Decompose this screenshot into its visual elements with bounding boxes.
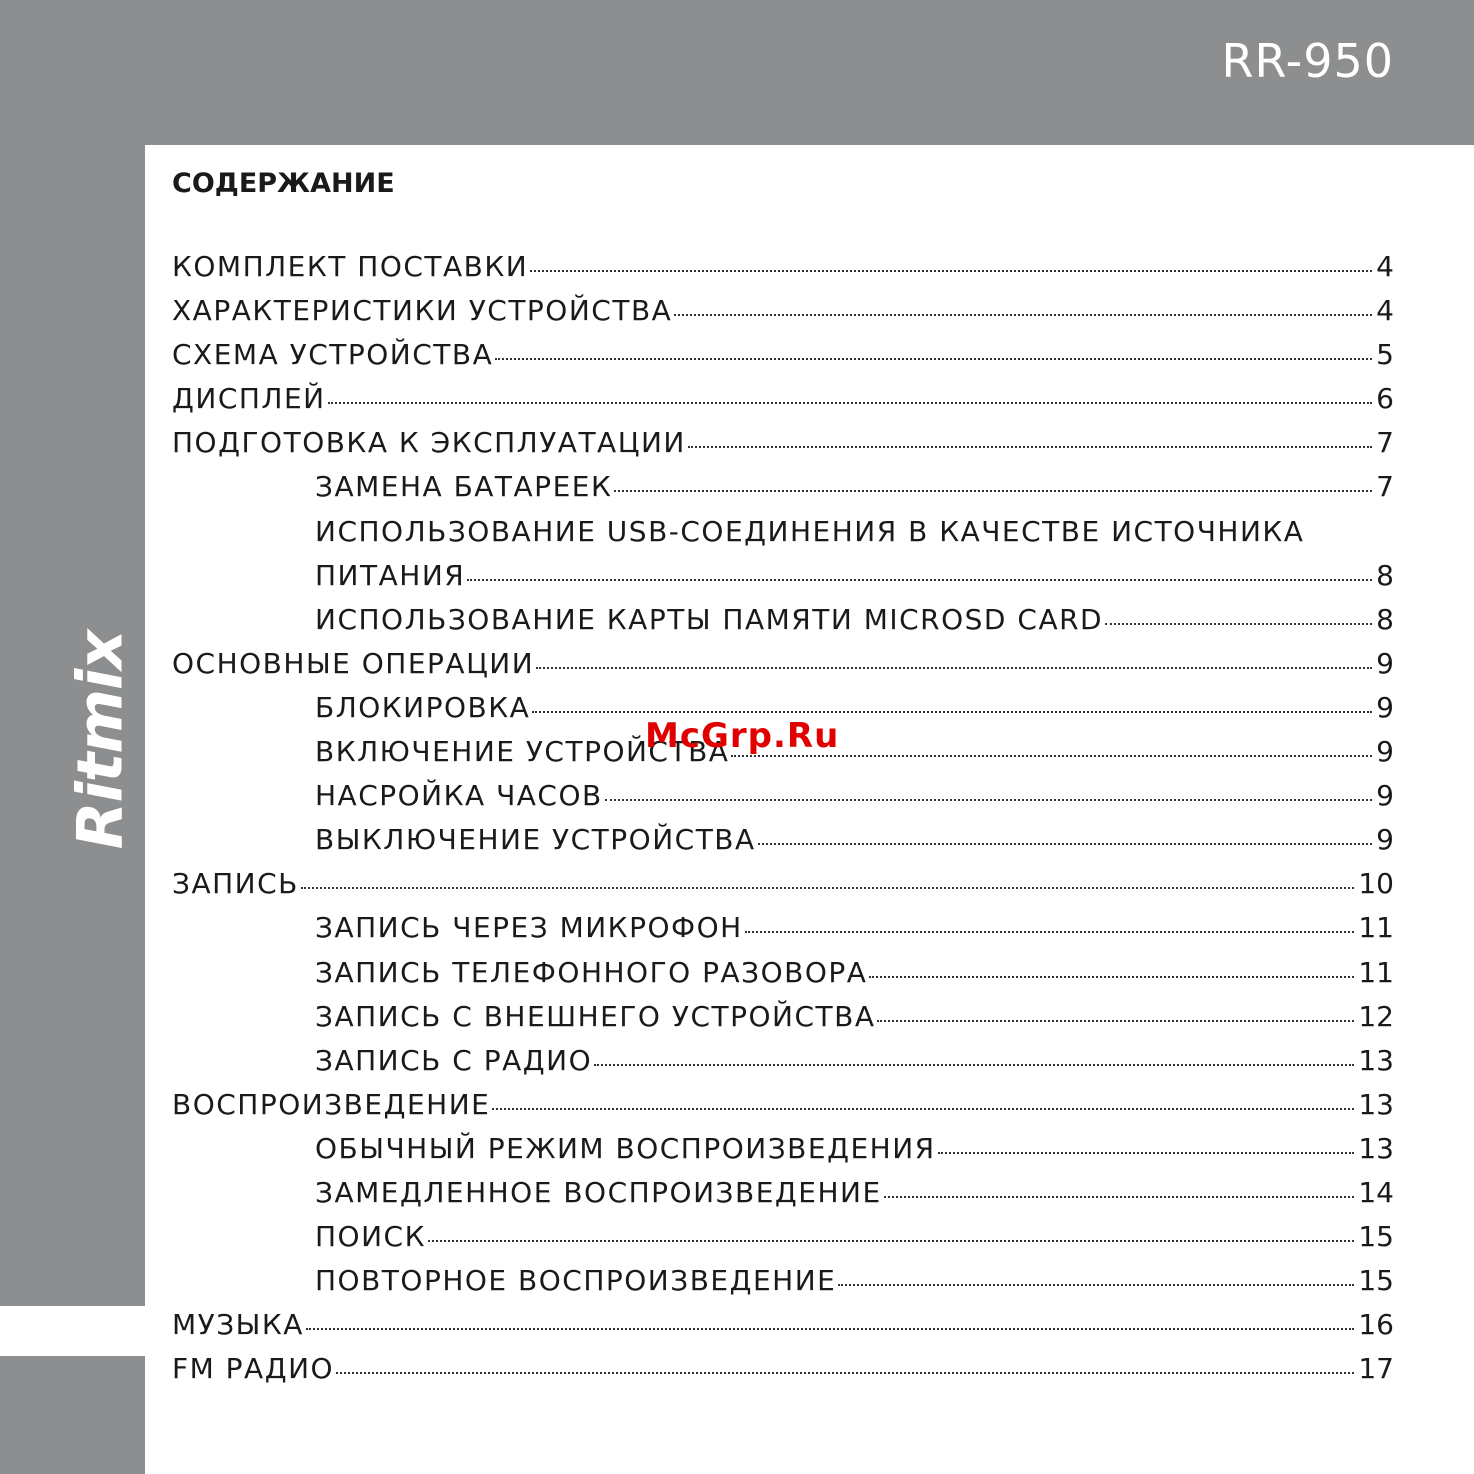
toc-entry-label: FM РАДИО xyxy=(172,1352,335,1386)
toc-entry-page: 13 xyxy=(1358,1087,1394,1121)
toc-entry[interactable] xyxy=(172,338,1394,382)
toc-dot-leader xyxy=(605,799,1372,801)
toc-dot-leader xyxy=(674,314,1372,316)
toc-dot-leader xyxy=(301,887,1354,889)
toc-entry-label: ВЫКЛЮЧЕНИЕ УСТРОЙСТВА xyxy=(315,823,756,857)
toc-entry-label: ОСНОВНЫЕ ОПЕРАЦИИ xyxy=(172,646,535,680)
toc-dot-leader xyxy=(688,446,1372,448)
toc-entry-page: 9 xyxy=(1376,690,1394,724)
toc-entry-page: 17 xyxy=(1358,1352,1394,1386)
model-name: RR-950 xyxy=(1221,34,1394,88)
toc-entry[interactable] xyxy=(172,1264,1394,1308)
toc-entry-label: ЗАМЕДЛЕННОЕ ВОСПРОИЗВЕДЕНИЕ xyxy=(315,1175,882,1209)
toc-dot-leader xyxy=(838,1284,1354,1286)
toc-entry[interactable] xyxy=(172,250,1394,294)
toc-entry[interactable] xyxy=(172,1220,1394,1264)
toc-entry-page: 13 xyxy=(1358,1131,1394,1165)
toc-dot-leader xyxy=(306,1328,1354,1330)
toc-entry[interactable] xyxy=(172,1176,1394,1220)
toc-entry[interactable] xyxy=(172,1088,1394,1132)
toc-entry[interactable] xyxy=(172,382,1394,426)
toc-entry-page: 8 xyxy=(1376,602,1394,636)
toc-entry[interactable] xyxy=(172,1044,1394,1088)
toc-entry-label: ЗАМЕНА БАТАРЕЕК xyxy=(315,470,613,504)
toc-entry-label: ЗАПИСЬ С ВНЕШНЕГО УСТРОЙСТВА xyxy=(315,999,876,1033)
toc-entry[interactable] xyxy=(172,1352,1394,1396)
page-title: СОДЕРЖАНИЕ xyxy=(172,168,395,199)
toc-entry[interactable] xyxy=(172,779,1394,823)
table-of-contents xyxy=(172,250,1394,1396)
toc-entry-label: ИСПОЛЬЗОВАНИЕ КАРТЫ ПАМЯТИ MICROSD CARD xyxy=(315,602,1104,636)
toc-entry-label: ЗАПИСЬ С РАДИО xyxy=(315,1043,593,1077)
toc-dot-leader xyxy=(530,270,1372,272)
toc-entry-label: ПОИСК xyxy=(315,1220,426,1254)
toc-entry[interactable] xyxy=(172,823,1394,867)
toc-entry-page: 9 xyxy=(1376,823,1394,857)
toc-dot-leader xyxy=(428,1240,1354,1242)
toc-dot-leader xyxy=(532,711,1372,713)
toc-entry-label: ПОДГОТОВКА К ЭКСПЛУАТАЦИИ xyxy=(172,426,686,460)
toc-entry-label: ВКЛЮЧЕНИЕ УСТРОЙСТВА xyxy=(315,735,730,769)
toc-entry-label: ПОВТОРНОЕ ВОСПРОИЗВЕДЕНИЕ xyxy=(315,1264,837,1298)
toc-entry-label: МУЗЫКА xyxy=(172,1308,304,1342)
toc-entry-page: 11 xyxy=(1358,955,1394,989)
toc-entry-label: ЗАПИСЬ ТЕЛЕФОННОГО РАЗОВОРА xyxy=(315,955,868,989)
toc-entry-label: ХАРАКТЕРИСТИКИ УСТРОЙСТВА xyxy=(172,294,673,328)
toc-entry-page: 15 xyxy=(1358,1264,1394,1298)
toc-entry[interactable] xyxy=(172,1308,1394,1352)
toc-dot-leader xyxy=(938,1152,1355,1154)
toc-entry-page: 9 xyxy=(1376,646,1394,680)
toc-dot-leader xyxy=(328,402,1373,404)
toc-entry-label: БЛОКИРОВКА xyxy=(315,690,531,724)
toc-dot-leader xyxy=(594,1064,1354,1066)
toc-dot-leader xyxy=(884,1196,1355,1198)
brand-logo xyxy=(64,631,137,849)
toc-entry-label: ИСПОЛЬЗОВАНИЕ USB-СОЕДИНЕНИЯ В КАЧЕСТВЕ ИСТОЧНИКА xyxy=(315,514,1305,548)
toc-entry[interactable] xyxy=(172,559,1394,603)
toc-entry[interactable] xyxy=(172,426,1394,470)
toc-entry-page: 7 xyxy=(1376,426,1394,460)
sidebar-notch xyxy=(0,1306,145,1356)
toc-entry-page: 9 xyxy=(1376,779,1394,813)
toc-dot-leader xyxy=(614,490,1372,492)
toc-entry-page: 7 xyxy=(1376,470,1394,504)
toc-entry-label: СХЕМА УСТРОЙСТВА xyxy=(172,338,494,372)
toc-dot-leader xyxy=(869,976,1354,978)
toc-entry[interactable] xyxy=(172,294,1394,338)
toc-entry[interactable] xyxy=(172,956,1394,1000)
toc-entry-page: 14 xyxy=(1358,1175,1394,1209)
toc-entry[interactable] xyxy=(172,867,1394,911)
toc-dot-leader xyxy=(495,358,1372,360)
toc-entry-page: 9 xyxy=(1376,735,1394,769)
toc-dot-leader xyxy=(336,1372,1354,1374)
toc-entry[interactable] xyxy=(172,647,1394,691)
toc-dot-leader xyxy=(1105,623,1372,625)
toc-entry-label: ЗАПИСЬ xyxy=(172,867,299,901)
toc-entry-page: 4 xyxy=(1376,250,1394,283)
toc-dot-leader xyxy=(877,1020,1354,1022)
toc-entry-page: 8 xyxy=(1376,558,1394,592)
toc-entry-page: 16 xyxy=(1358,1308,1394,1342)
toc-entry-page: 11 xyxy=(1358,911,1394,945)
toc-entry[interactable] xyxy=(172,470,1394,514)
toc-entry[interactable] xyxy=(172,1000,1394,1044)
toc-entry-page: 10 xyxy=(1358,867,1394,901)
toc-entry[interactable] xyxy=(172,603,1394,647)
toc-entry-page: 12 xyxy=(1358,999,1394,1033)
toc-entry-page: 13 xyxy=(1358,1043,1394,1077)
toc-dot-leader xyxy=(745,931,1355,933)
toc-dot-leader xyxy=(758,843,1373,845)
brand-text: Ritmix xyxy=(63,630,137,850)
toc-entry-label: ПИТАНИЯ xyxy=(315,558,466,592)
toc-entry-page: 5 xyxy=(1376,338,1394,372)
toc-entry-label: ДИСПЛЕЙ xyxy=(172,382,326,416)
toc-entry-label: ВОСПРОИЗВЕДЕНИЕ xyxy=(172,1087,491,1121)
watermark: McGrp.Ru xyxy=(645,716,840,756)
toc-dot-leader xyxy=(492,1108,1354,1110)
toc-entry[interactable] xyxy=(172,911,1394,955)
toc-entry[interactable] xyxy=(172,1132,1394,1176)
toc-entry-label: ЗАПИСЬ ЧЕРЕЗ МИКРОФОН xyxy=(315,911,743,945)
toc-entry-page: 15 xyxy=(1358,1220,1394,1254)
toc-entry[interactable] xyxy=(172,515,1394,559)
toc-dot-leader xyxy=(536,667,1372,669)
toc-entry-label: ОБЫЧНЫЙ РЕЖИМ ВОСПРОИЗВЕДЕНИЯ xyxy=(315,1131,936,1165)
toc-entry-page: 4 xyxy=(1376,294,1394,328)
toc-dot-leader xyxy=(467,579,1372,581)
toc-entry-label: КОМПЛЕКТ ПОСТАВКИ xyxy=(172,250,529,283)
toc-entry-label: НАСРОЙКА ЧАСОВ xyxy=(315,779,603,813)
toc-entry-page: 6 xyxy=(1376,382,1394,416)
